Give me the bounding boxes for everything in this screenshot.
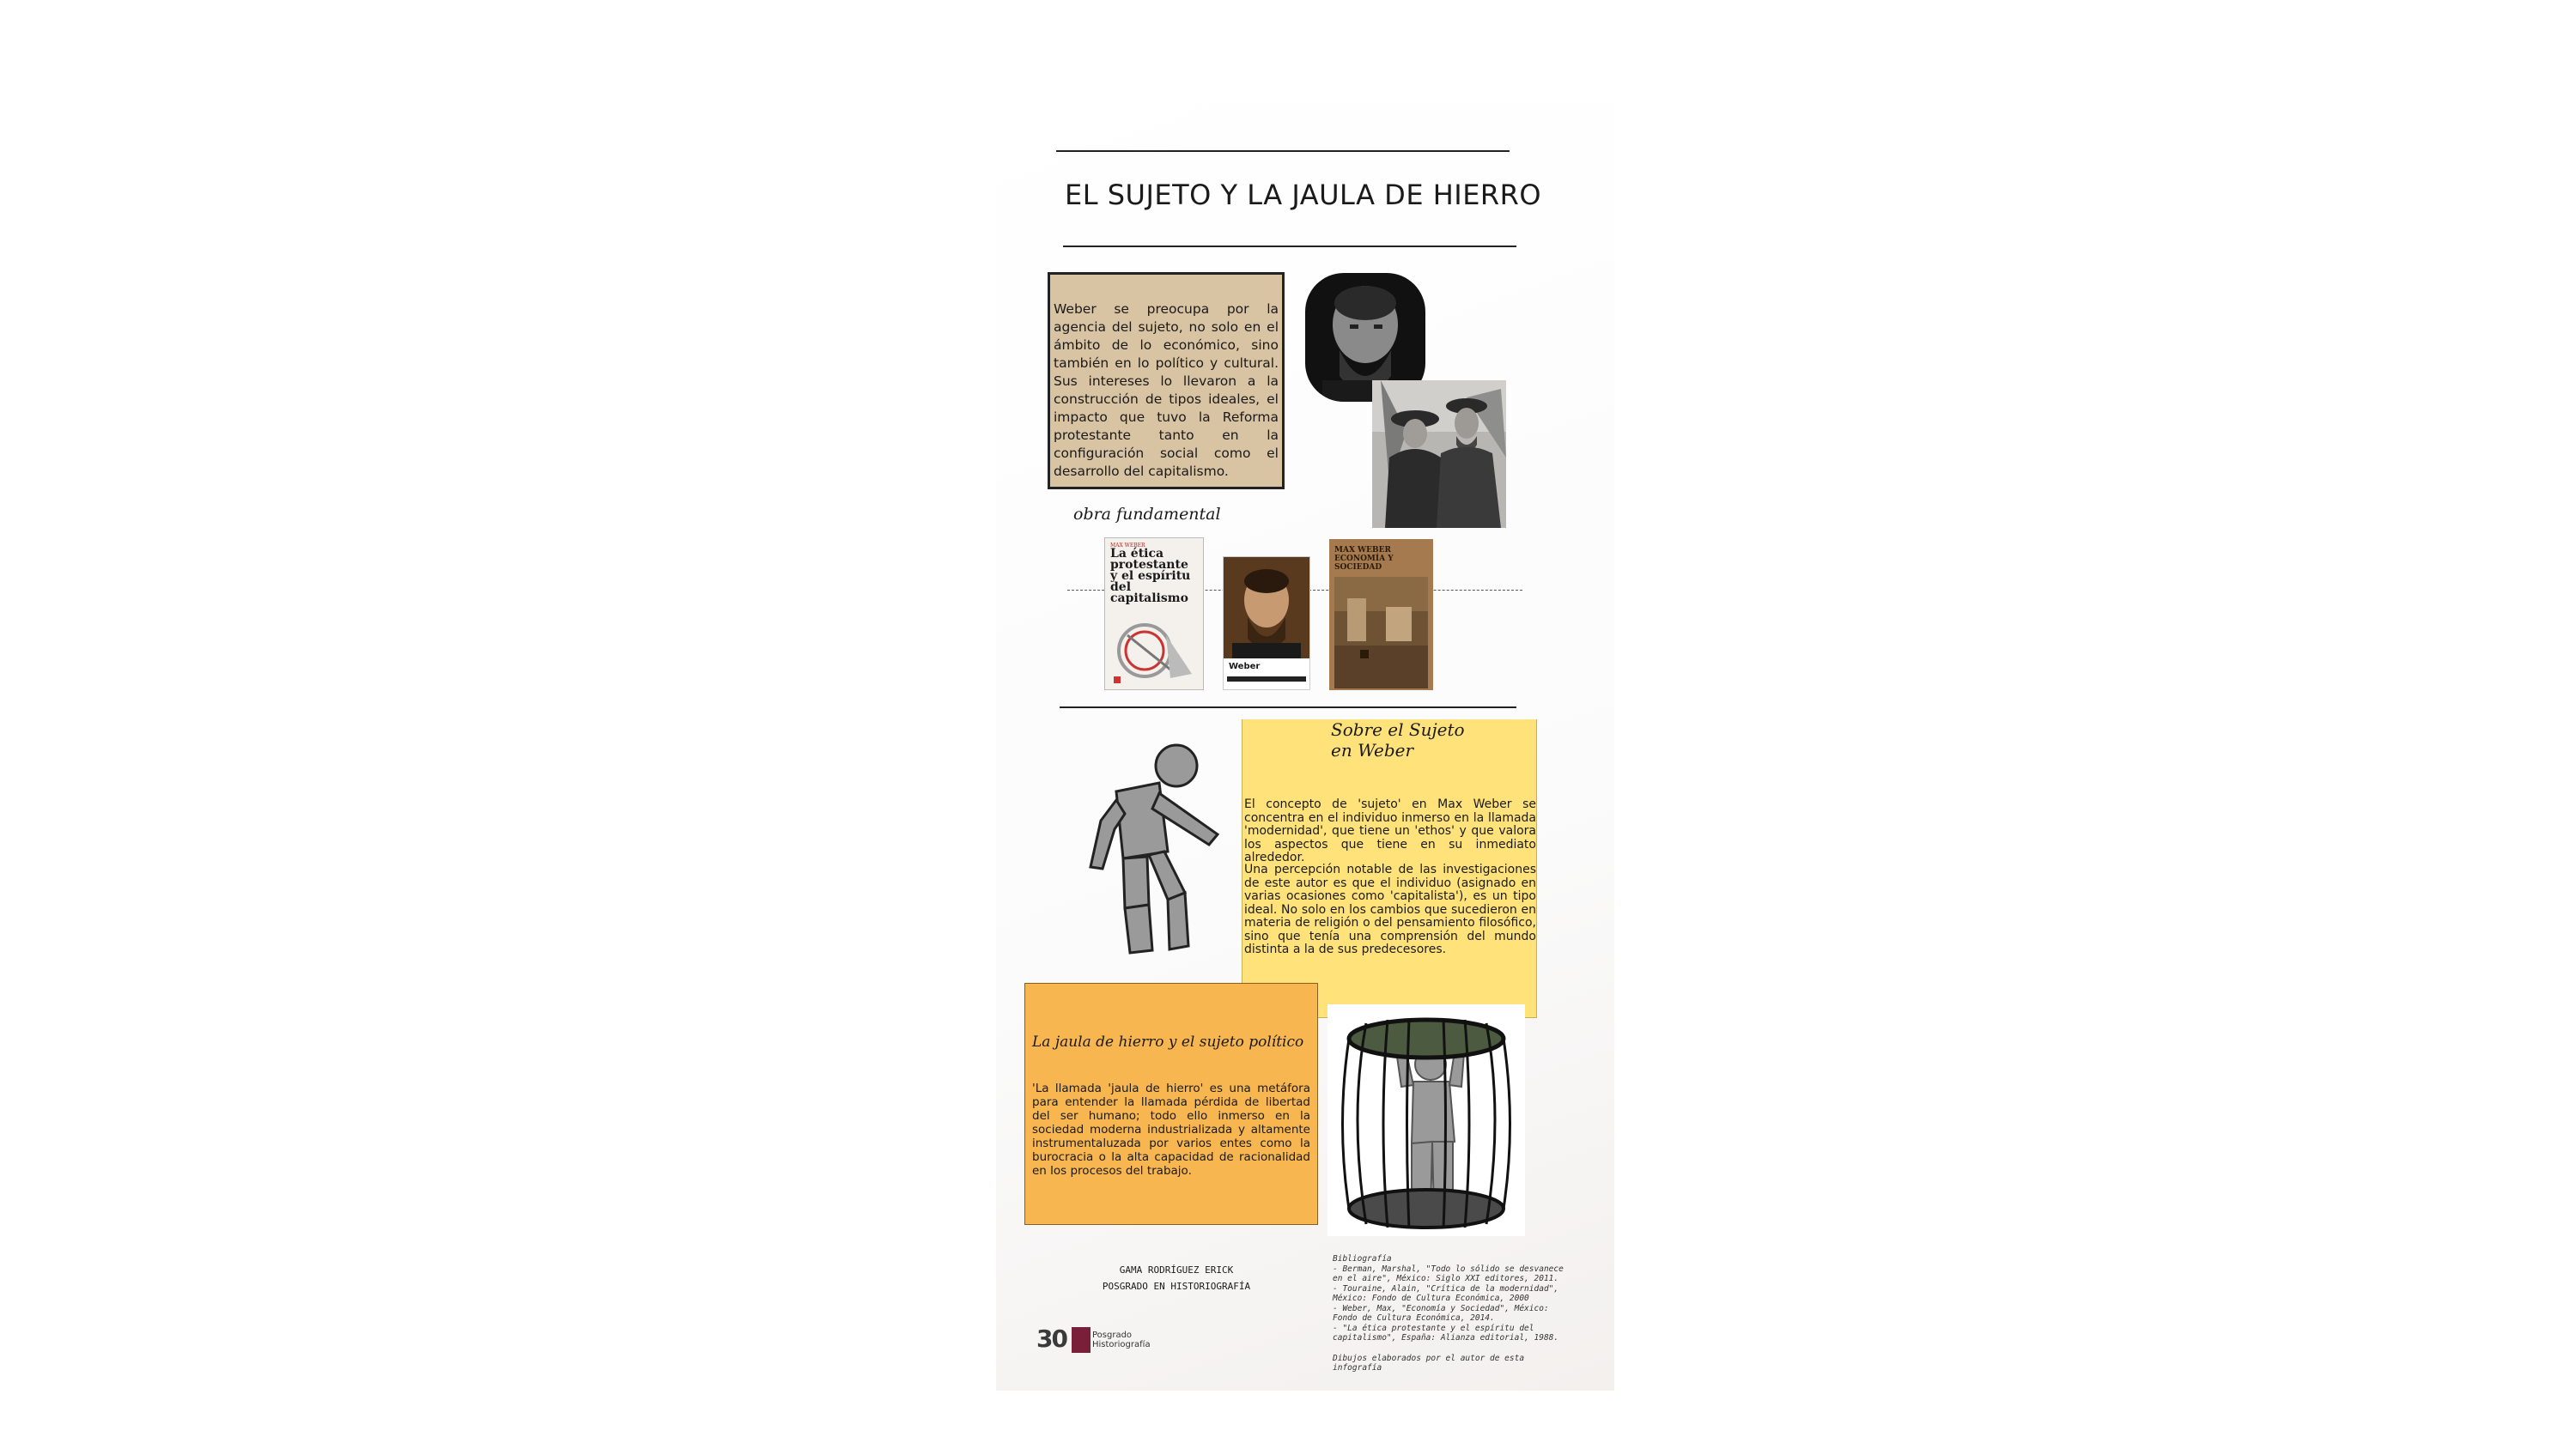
book3-cover-painting <box>1334 577 1428 688</box>
logo-text-2: Historiografía <box>1092 1340 1151 1349</box>
sujeto-paragraph-2: Una percepción notable de las investigaciones de este autor es que el individuo (asignado en varias ocasiones como 'capitalista'), es un tipo ideal. No solo en los cambios que sucedieron en materia de religión o del pensamiento filosófico, sino que tenía una comprensión del mundo distinta a la de sus predecesores. <box>1244 863 1536 956</box>
bibliography-entry: - "La ética protestante y el espíritu del capitalismo", España: Alianza editorial, 1988. <box>1333 1323 1559 1343</box>
logo-mark <box>1072 1327 1091 1353</box>
obra-label: obra fundamental <box>1073 505 1221 524</box>
bibliography-entry: - Berman, Marshal, "Todo lo sólido se desvanece en el aire", México: Siglo XXI editores, 2011. <box>1333 1264 1564 1283</box>
book2-label: Weber <box>1229 662 1261 671</box>
book1-title-1: La ética <box>1110 547 1164 561</box>
iron-cage-drawing <box>1327 1004 1525 1236</box>
program-name: POSGRADO EN HISTORIOGRAFÍA <box>1102 1281 1251 1292</box>
intro-box <box>1048 272 1285 489</box>
book1-cover-art <box>1110 609 1200 687</box>
title-rule-bottom <box>1063 246 1516 247</box>
bibliography-entry: - Weber, Max, "Economía y Sociedad", México: Fondo de Cultura Económica, 2014. <box>1333 1303 1549 1323</box>
book3-author: MAX WEBER <box>1334 546 1391 555</box>
bibliography-heading: Bibliografía <box>1333 1254 1392 1264</box>
book2-footer-bar <box>1227 676 1306 682</box>
bibliography-entry: - Touraine, Alain, "Crítica de la modernidad", México: Fondo de Cultura Económica, 2000 <box>1333 1283 1559 1303</box>
book1-author: MAX WEBER <box>1110 543 1145 549</box>
sujeto-heading-1: Sobre el Sujeto <box>1331 719 1465 740</box>
book-weber-portrait <box>1223 556 1310 690</box>
logo-text-1: Posgrado <box>1092 1331 1133 1340</box>
bibliography-footer: Dibujos elaborados por el autor de esta infografía <box>1333 1353 1525 1373</box>
book1-title-3: y el espíritu <box>1110 569 1191 583</box>
book-etica-protestante <box>1104 537 1204 690</box>
book3-title-2: SOCIEDAD <box>1334 563 1382 572</box>
jaula-heading: La jaula de hierro y el sujeto político <box>1032 1034 1304 1051</box>
section-rule <box>1060 706 1516 708</box>
sujeto-paragraph-1: El concepto de 'sujeto' en Max Weber se concentra en el individuo inmerso en la llamada 'modernidad', que tiene un 'ethos' y que valora los aspectos que tiene en su inmediato alrededor. <box>1244 797 1536 864</box>
sujeto-heading-2: en Weber <box>1331 740 1414 761</box>
book1-title-2: protestante <box>1110 558 1188 572</box>
walking-figure-drawing <box>1063 740 1245 965</box>
author-name: GAMA RODRÍGUEZ ERICK <box>1119 1264 1234 1276</box>
book-economia-sociedad <box>1329 539 1433 690</box>
author-credits <box>1086 1262 1267 1294</box>
title-rule-top <box>1056 150 1510 152</box>
bibliography <box>1333 1254 1570 1373</box>
logo-text <box>1092 1331 1151 1349</box>
intro-text: Weber se preocupa por la agencia del sujeto, no solo en el ámbito de lo económico, sino también en lo político y cultural. Sus intereses lo llevaron a la construcción de tipos ideales, el impacto que tuvo la Reforma protestante tanto en la configuración social como el desarrollo del capitalismo. <box>1054 301 1279 479</box>
book2-photo <box>1224 557 1309 658</box>
poster-title: EL SUJETO Y LA JAULA DE HIERRO <box>1065 179 1542 211</box>
jaula-box <box>1024 983 1318 1225</box>
book1-title-4: del capitalismo <box>1110 580 1188 605</box>
book3-title-1: ECONOMÍA Y <box>1334 555 1394 563</box>
jaula-body: 'La llamada 'jaula de hierro' es una metáfora para entender la llamada pérdida de libertad del ser humano; todo ello inmerso en la sociedad moderna industrializada y altamente instrumentaluzada por varios entes como la burocracia o la alta capacidad de racionalidad en los procesos del trabajo. <box>1032 1082 1310 1178</box>
logo-30: 30 <box>1036 1325 1066 1353</box>
weber-couple-photo <box>1372 380 1506 528</box>
